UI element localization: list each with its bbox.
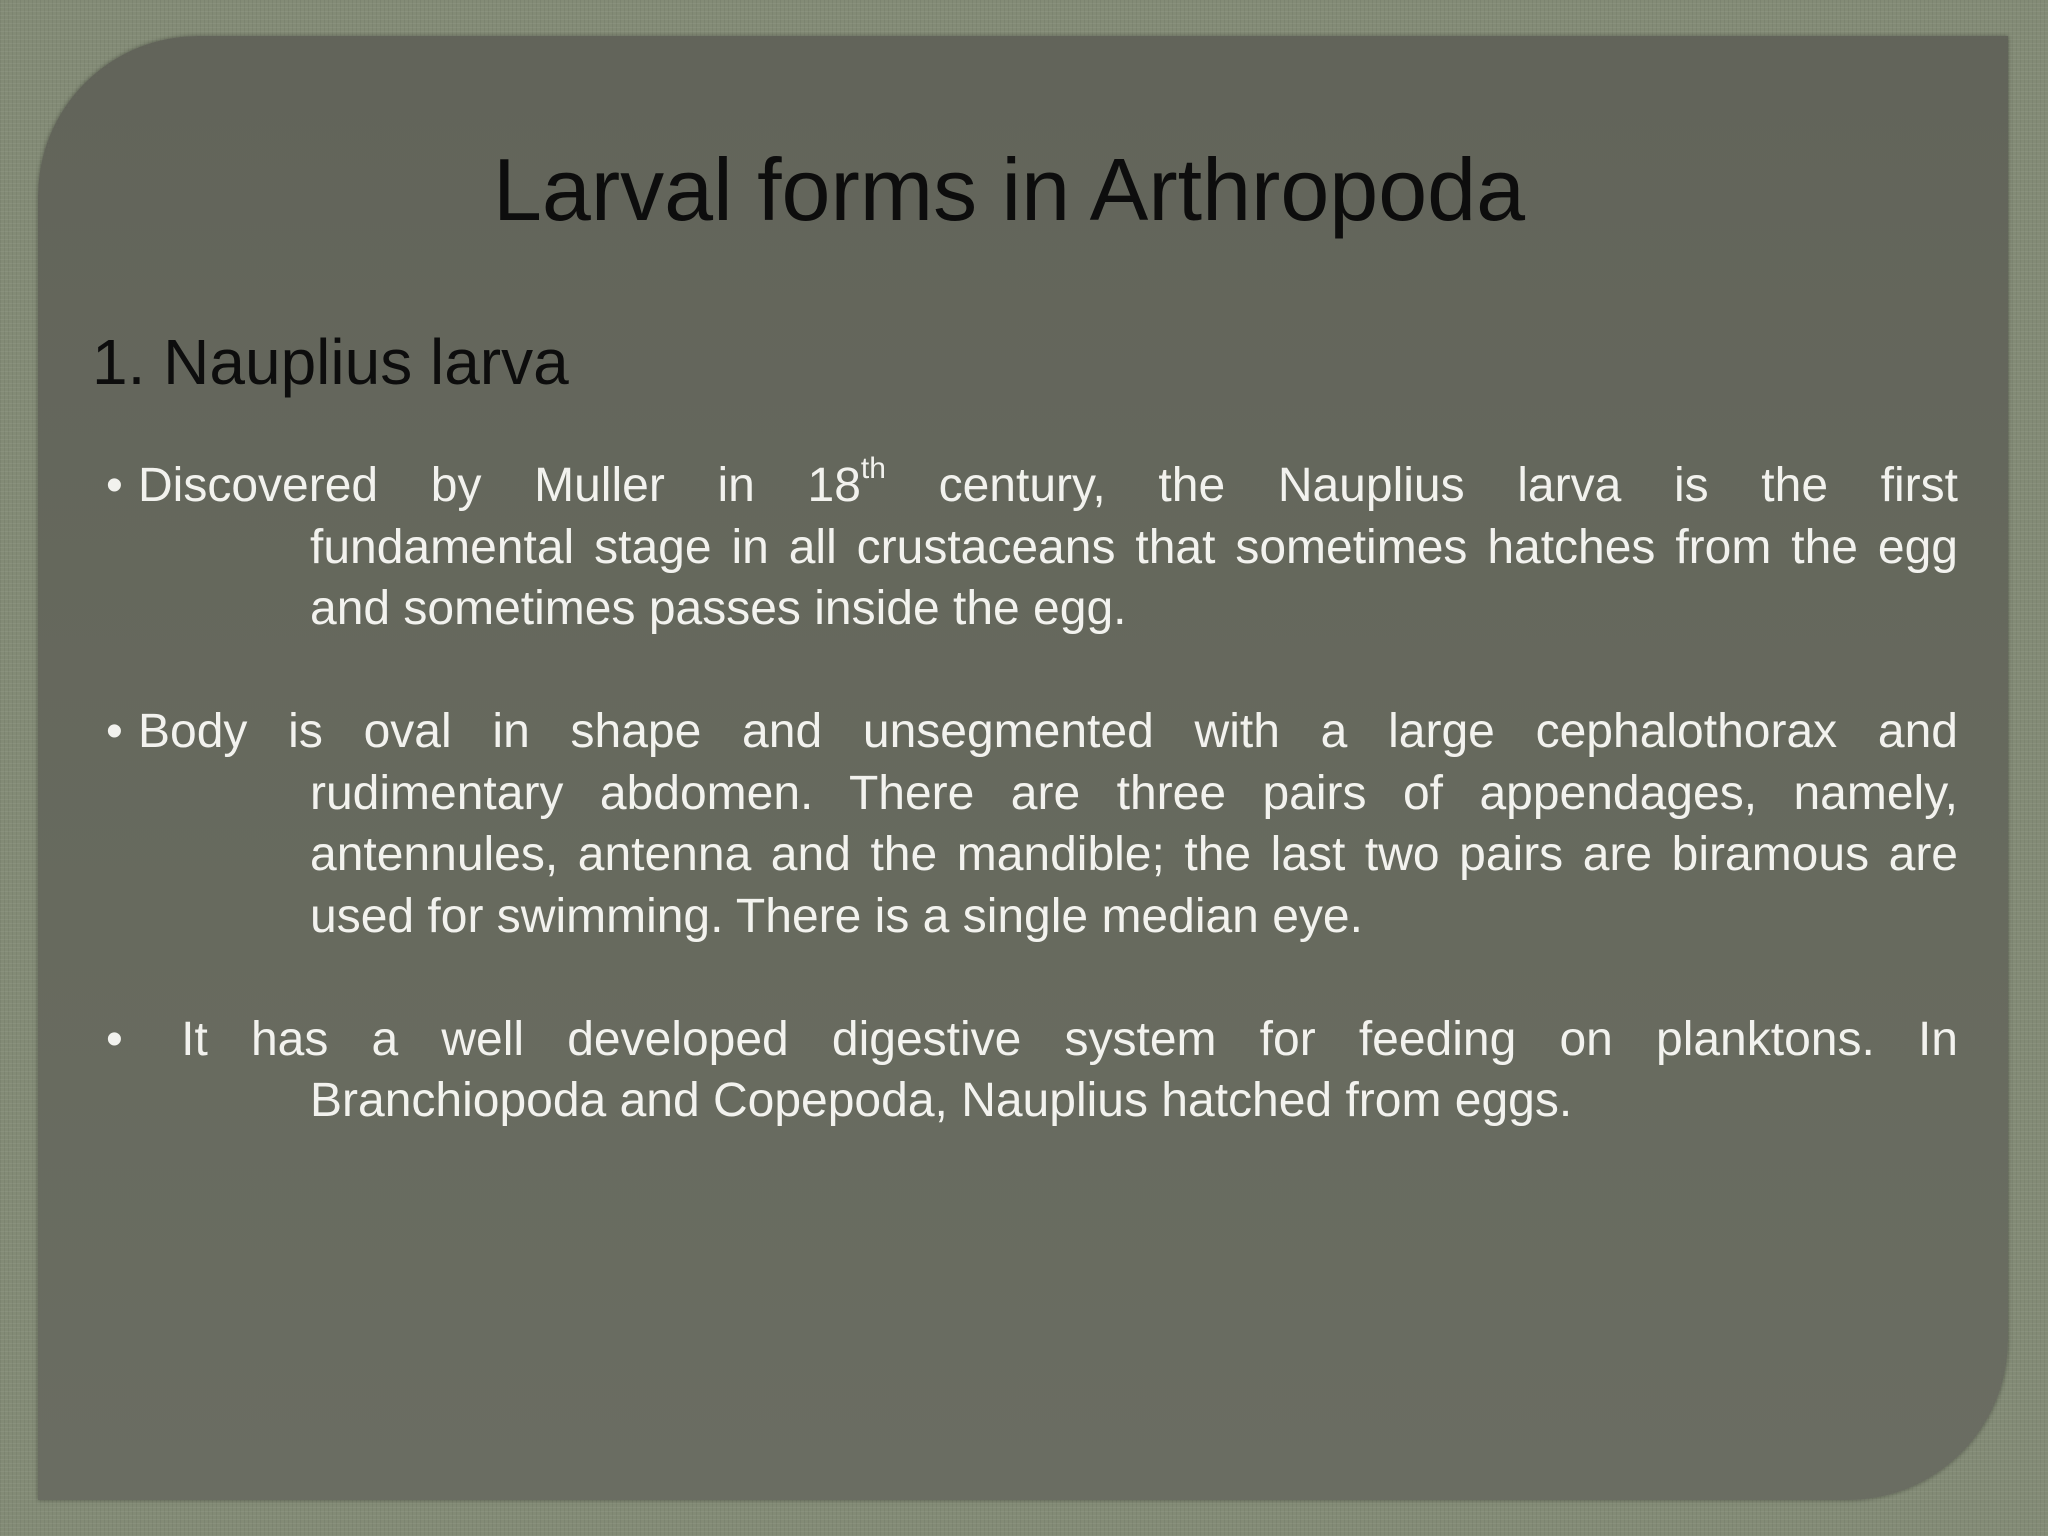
- bullet-first-line: [106, 452, 1958, 517]
- bullet-text-part: Discovered by Muller in 18: [138, 459, 861, 512]
- bullet-first-line: [106, 1009, 1958, 1071]
- bullet-item-digestive: [106, 1009, 1958, 1132]
- bullet-text-part: century, the Nauplius larva is the first: [885, 459, 1958, 512]
- ordinal-superscript: th: [860, 452, 886, 485]
- bullet-list: [106, 452, 1958, 1193]
- bullet-first-line: [106, 701, 1958, 763]
- section-heading: 1. Nauplius larva: [92, 326, 569, 398]
- bullet-text-part: Body is oval in shape and unsegmented with a large cephalothorax and: [138, 705, 1958, 758]
- slide-title: Larval forms in Arthropoda: [492, 140, 1526, 239]
- bullet-text-part: It has a well developed digestive system for feeding on planktons. In: [138, 1012, 1958, 1066]
- bullet-continuation: Branchiopoda and Copepoda, Nauplius hatched from eggs.: [310, 1074, 1573, 1127]
- bullet-glyph: •: [106, 705, 123, 758]
- bullet-glyph: •: [106, 1012, 123, 1066]
- bullet-glyph: •: [106, 459, 123, 512]
- bullet-continuation: fundamental stage in all crustaceans that sometimes hatches from the egg and sometimes passes inside the egg.: [310, 520, 1958, 635]
- bullet-item-discovery: [106, 452, 1958, 640]
- bullet-item-body-shape: [106, 701, 1958, 947]
- bullet-continuation: rudimentary abdomen. There are three pairs of appendages, namely, antennules, antenna and the mandible; the last two pairs are biramous are used for swimming. There is a single median eye.: [310, 766, 1958, 943]
